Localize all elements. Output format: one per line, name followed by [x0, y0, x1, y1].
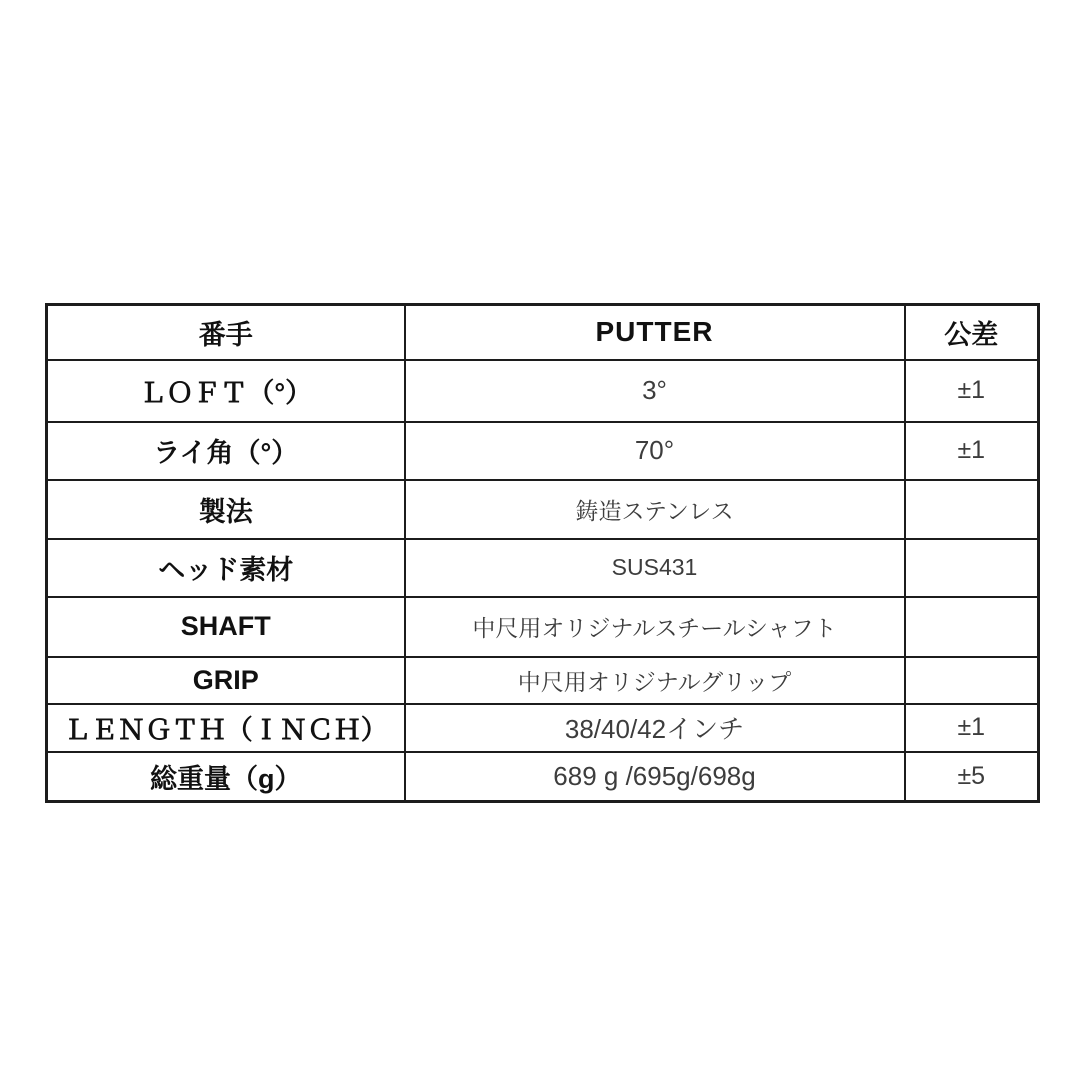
spec-row-length: [47, 704, 1039, 752]
row-tolerance-loft: ±1: [905, 360, 1039, 422]
row-label-total-weight: 総重量（g）: [47, 752, 405, 802]
spec-row-shaft: [47, 597, 1039, 657]
row-value-manufacturing: 鋳造ステンレス: [405, 480, 905, 539]
row-value-shaft: 中尺用オリジナルスチールシャフト: [405, 597, 905, 657]
row-label-shaft: SHAFT: [47, 597, 405, 657]
row-tolerance-manufacturing: [905, 480, 1039, 539]
spec-row-total-weight: [47, 752, 1039, 802]
row-tolerance-shaft: [905, 597, 1039, 657]
row-label-lie-angle: ライ角（°）: [47, 422, 405, 480]
row-tolerance-total-weight: ±5: [905, 752, 1039, 802]
header-club-number: 番手: [47, 305, 405, 360]
spec-row-loft: [47, 360, 1039, 422]
spec-row-lie-angle: [47, 422, 1039, 480]
row-tolerance-lie-angle: ±1: [905, 422, 1039, 480]
row-label-length: ＬＥＮＧＴＨ（ＩＮＣＨ）: [47, 704, 405, 752]
spec-row-grip: [47, 657, 1039, 704]
row-value-total-weight: 689 g /695g/698g: [405, 752, 905, 802]
row-label-manufacturing: 製法: [47, 480, 405, 539]
spec-row-manufacturing: [47, 480, 1039, 539]
row-label-head-material: ヘッド素材: [47, 539, 405, 597]
header-putter: PUTTER: [405, 305, 905, 360]
header-row: [47, 305, 1039, 360]
spec-row-head-material: [47, 539, 1039, 597]
row-tolerance-grip: [905, 657, 1039, 704]
row-value-head-material: SUS431: [405, 539, 905, 597]
row-value-length: 38/40/42インチ: [405, 704, 905, 752]
row-value-grip: 中尺用オリジナルグリップ: [405, 657, 905, 704]
row-label-loft: ＬＯＦＴ（°）: [47, 360, 405, 422]
row-tolerance-length: ±1: [905, 704, 1039, 752]
header-tolerance: 公差: [905, 305, 1039, 360]
row-value-loft: 3°: [405, 360, 905, 422]
row-label-grip: GRIP: [47, 657, 405, 704]
row-value-lie-angle: 70°: [405, 422, 905, 480]
row-tolerance-head-material: [905, 539, 1039, 597]
spec-table: [45, 303, 1040, 803]
